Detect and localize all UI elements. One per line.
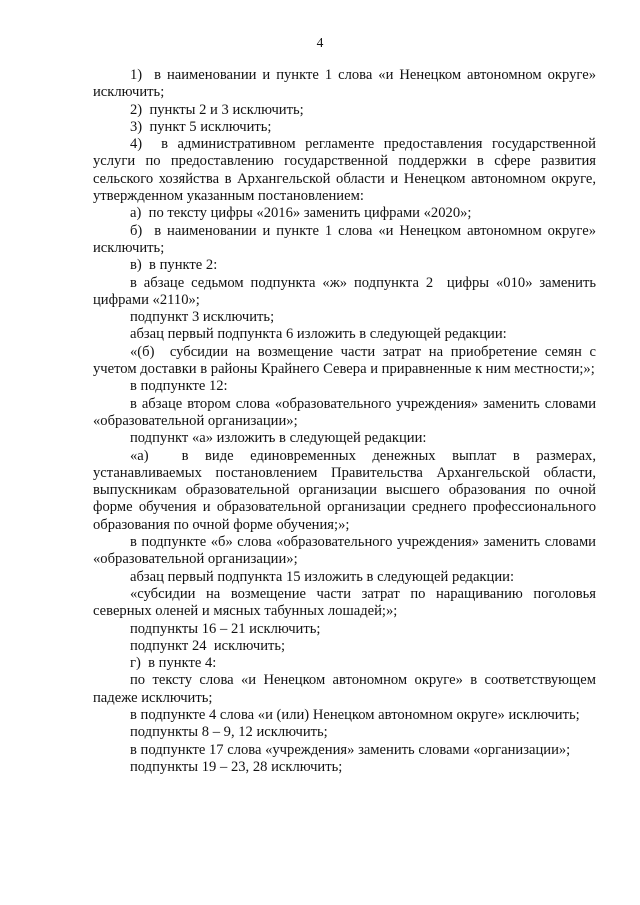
paragraph: «субсидии на возмещение части затрат по наращиванию поголовья северных оленей и мясных табунных лошадей;»;: [93, 585, 596, 620]
paragraph: абзац первый подпункта 6 изложить в следующей редакции:: [130, 326, 507, 343]
paragraph: в подпункте 12:: [130, 378, 228, 395]
paragraph: 4) в административном регламенте предоставления государственной услуги по предоставлению государственной поддержки в сфере развития сельского хозяйства в Архангельской области и Ненецком автономном округе, утвержденном указанным постановлением:: [93, 136, 596, 205]
paragraph: абзац первый подпункта 15 изложить в следующей редакции:: [130, 568, 514, 585]
paragraph: а) по тексту цифры «2016» заменить цифрами «2020»;: [130, 205, 472, 222]
paragraph: 1) в наименовании и пункте 1 слова «и Ненецком автономном округе» исключить;: [93, 67, 596, 101]
paragraph: подпункт 24 исключить;: [130, 637, 286, 654]
paragraph: подпункты 16 – 21 исключить;: [130, 620, 321, 637]
paragraph: б) в наименовании и пункте 1 слова «и Ненецком автономном округе» исключить;: [93, 222, 596, 256]
paragraph: в абзаце втором слова «образовательного учреждения» заменить словами «образовательной организации»;: [93, 395, 596, 429]
paragraph: в подпункте 4 слова «и (или) Ненецком автономном округе» исключить;: [130, 706, 580, 723]
paragraph: «(б) субсидии на возмещение части затрат на приобретение семян с учетом доставки в районы Крайнего Севера и приравненные к ним местности;»;: [93, 343, 596, 378]
paragraph: в подпункте 17 слова «учреждения» заменить словами «организации»;: [130, 741, 571, 758]
paragraph: подпункты 8 – 9, 12 исключить;: [130, 724, 328, 741]
paragraph: 2) пункты 2 и 3 исключить;: [130, 101, 304, 118]
paragraph: в) в пункте 2:: [130, 257, 218, 274]
paragraph: по тексту слова «и Ненецком автономном округе» в соответствующем падеже исключить;: [93, 672, 596, 706]
paragraph: подпункты 19 – 23, 28 исключить;: [130, 758, 343, 775]
paragraph: 3) пункт 5 исключить;: [130, 118, 272, 135]
paragraph: подпункт «а» изложить в следующей редакции:: [130, 430, 427, 447]
paragraph: г) в пункте 4:: [130, 655, 217, 672]
document-body: [93, 67, 596, 776]
page-number: 4: [316, 35, 324, 50]
paragraph: в подпункте «б» слова «образовательного учреждения» заменить словами «образовательной организации»;: [93, 534, 596, 568]
paragraph: подпункт 3 исключить;: [130, 309, 275, 326]
paragraph: «а) в виде единовременных денежных выплат в размерах, устанавливаемых постановлением Правительства Архангельской области, выпускникам образовательной организации высшего образования по очной форме обучения и образовательной организации среднего профессионального образования по очной форме обучения;»;: [93, 447, 596, 533]
paragraph: в абзаце седьмом подпункта «ж» подпункта 2 цифры «010» заменить цифрами «2110»;: [93, 274, 596, 308]
